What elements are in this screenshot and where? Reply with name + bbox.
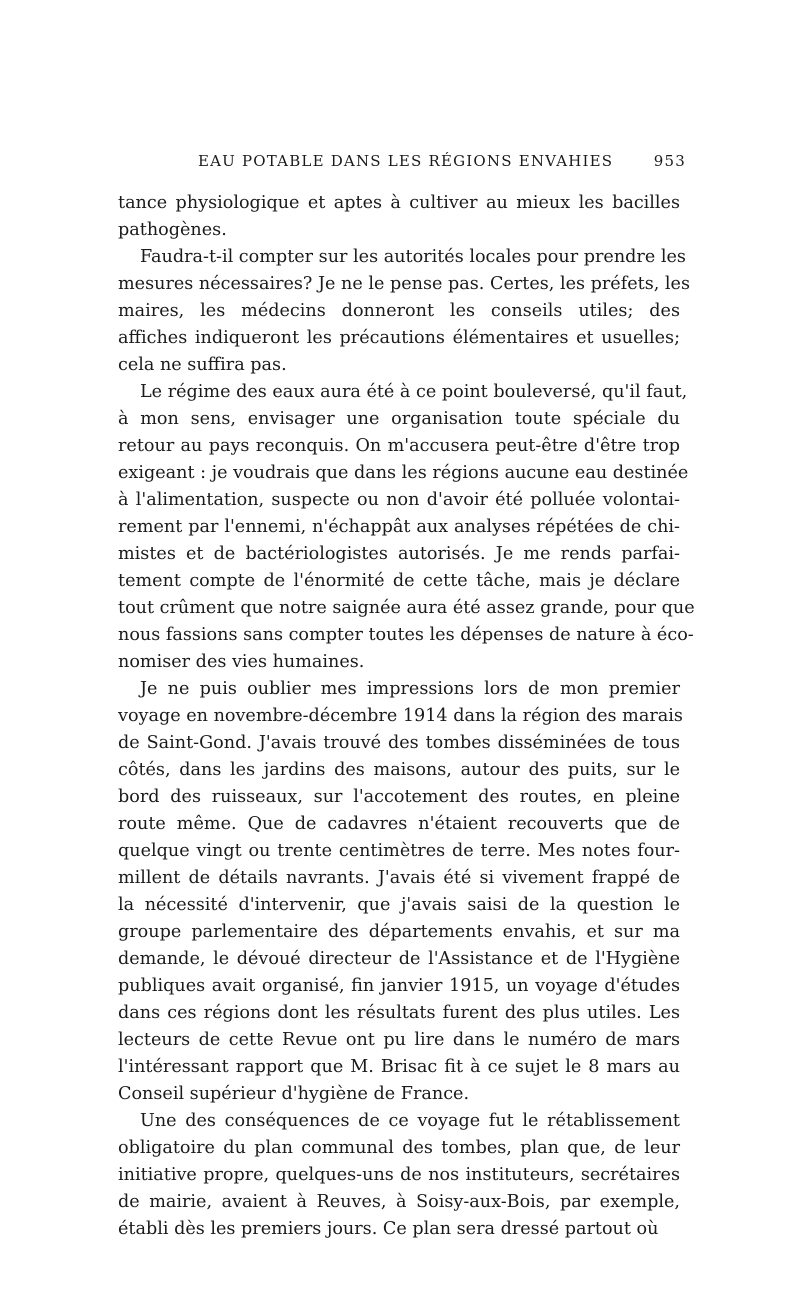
text-line: publiques avait organisé, fin janvier 1915, un voyage d'études xyxy=(118,976,680,996)
text-line: millent de détails navrants. J'avais été si vivement frappé de xyxy=(118,868,680,888)
text-line: de Saint-Gond. J'avais trouvé des tombes disséminées de tous xyxy=(118,733,680,753)
text-line: pathogènes. xyxy=(118,220,227,240)
text-line: rement par l'ennemi, n'échappât aux analyses répétées de chi- xyxy=(118,517,680,537)
text-line: côtés, dans les jardins des maisons, autour des puits, sur le xyxy=(118,760,680,780)
text-line: obligatoire du plan communal des tombes, plan que, de leur xyxy=(118,1138,680,1158)
text-line: dans ces régions dont les résultats furent des plus utiles. Les xyxy=(118,1003,680,1023)
text-line: à l'alimentation, suspecte ou non d'avoir été polluée volontai- xyxy=(118,490,680,510)
paragraph xyxy=(118,244,690,379)
text-line: la nécessité d'intervenir, que j'avais saisi de la question le xyxy=(118,895,680,915)
book-page xyxy=(118,152,695,1243)
text-line: affiches indiqueront les précautions élémentaires et usuelles; xyxy=(118,328,680,348)
text-line: Une des conséquences de ce voyage fut le rétablissement xyxy=(140,1111,680,1131)
text-line: Le régime des eaux aura été à ce point bouleversé, qu'il faut, xyxy=(140,382,688,402)
text-line: route même. Que de cadavres n'étaient recouverts que de xyxy=(118,814,680,834)
running-head xyxy=(118,152,686,176)
text-line: nomiser des vies humaines. xyxy=(118,652,365,672)
text-line: Conseil supérieur d'hygiène de France. xyxy=(118,1084,470,1104)
paragraph xyxy=(118,1108,680,1243)
text-line: initiative propre, quelques-uns de nos instituteurs, secrétaires xyxy=(118,1165,680,1185)
text-line: de mairie, avaient à Reuves, à Soisy-aux-Bois, par exemple, xyxy=(118,1192,680,1212)
text-line: retour au pays reconquis. On m'accusera peut-être d'être trop xyxy=(118,436,680,456)
text-line: mesures nécessaires? Je ne le pense pas. Certes, les préfets, les xyxy=(118,274,690,294)
text-line: bord des ruisseaux, sur l'accotement des routes, en pleine xyxy=(118,787,680,807)
running-title: EAU POTABLE DANS LES RÉGIONS ENVAHIES xyxy=(198,152,614,170)
text-line: Faudra-t-il compter sur les autorités locales pour prendre les xyxy=(140,247,686,267)
text-line: maires, les médecins donneront les conseils utiles; des xyxy=(118,301,680,321)
text-line: voyage en novembre-décembre 1914 dans la région des marais xyxy=(118,706,683,726)
text-line: lecteurs de cette Revue ont pu lire dans le numéro de mars xyxy=(118,1030,680,1050)
text-line: groupe parlementaire des départements envahis, et sur ma xyxy=(118,922,680,942)
paragraph xyxy=(118,190,680,244)
text-line: demande, le dévoué directeur de l'Assistance et de l'Hygiène xyxy=(118,949,680,969)
text-line: exigeant : je voudrais que dans les régions aucune eau destinée xyxy=(118,463,689,483)
page-number: 953 xyxy=(653,152,686,170)
text-line: quelque vingt ou trente centimètres de terre. Mes notes four- xyxy=(118,841,680,861)
text-line: tance physiologique et aptes à cultiver au mieux les bacilles xyxy=(118,193,680,213)
body-text xyxy=(118,190,695,1243)
paragraph xyxy=(118,379,695,676)
text-line: nous fassions sans compter toutes les dépenses de nature à éco- xyxy=(118,625,694,645)
text-line: tout crûment que notre saignée aura été assez grande, pour que xyxy=(118,598,695,618)
text-line: tement compte de l'énormité de cette tâche, mais je déclare xyxy=(118,571,680,591)
text-line: cela ne suffira pas. xyxy=(118,355,287,375)
text-line: établi dès les premiers jours. Ce plan sera dressé partout où xyxy=(118,1219,659,1239)
text-line: à mon sens, envisager une organisation toute spéciale du xyxy=(118,409,680,429)
text-line: Je ne puis oublier mes impressions lors de mon premier xyxy=(140,679,680,699)
text-line: l'intéressant rapport que M. Brisac fit à ce sujet le 8 mars au xyxy=(118,1057,680,1077)
text-line: mistes et de bactériologistes autorisés. Je me rends parfai- xyxy=(118,544,680,564)
paragraph xyxy=(118,676,683,1108)
